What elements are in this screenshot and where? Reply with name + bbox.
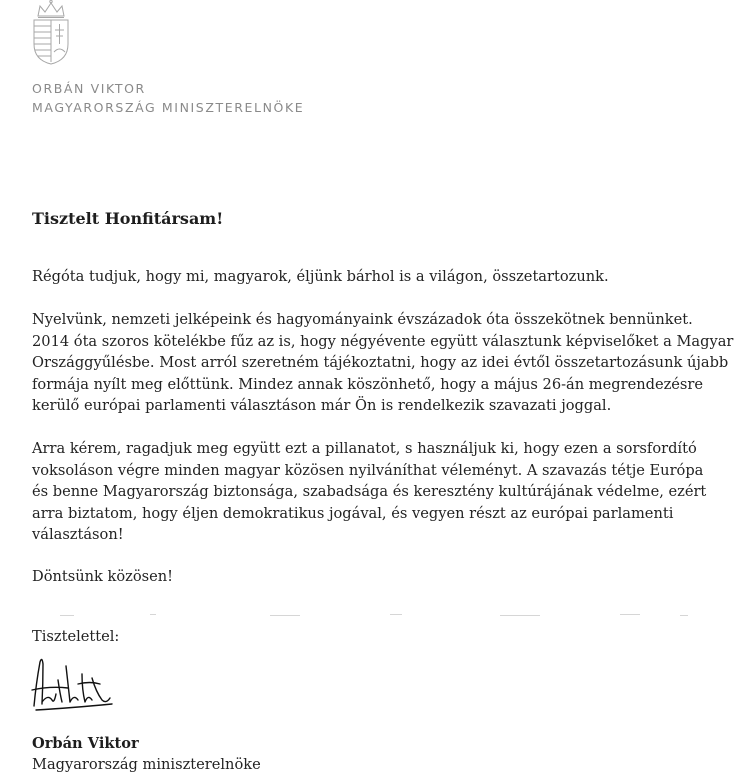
paragraph-line: Nyelvünk, nemzeti jelképeink és hagyományaink évszázadok óta összekötnek bennünket. [32,311,693,328]
paragraph-4 [32,566,722,588]
closing: Tisztelettel: [32,628,120,645]
paragraph-line: választáson! [32,526,124,543]
paragraph-line: voksoláson végre minden magyar közösen nyilváníthat véleményt. A szavazás tétje Európa [32,461,704,479]
signatory-name: Orbán Viktor [32,735,139,752]
letterhead [32,79,304,117]
paragraph-line: formája nyílt meg előttünk. Mindez annak köszönhető, hogy a május 26-án megrendezésre [32,375,704,393]
scan-artifact [60,612,730,618]
paragraph-line: és benne Magyarország biztonsága, szabadsága és keresztény kultúrájának védelme, ezért [32,483,707,500]
coat-of-arms-icon [30,0,72,66]
letterhead-title: MAGYARORSZÁG MINISZTERELNÖKE [32,100,305,115]
paragraph-line: Döntsünk közösen! [32,568,174,585]
paragraph-2 [32,309,734,417]
paragraph-line: arra biztatom, hogy éljen demokratikus jogával, és vegyen részt az európai parlamenti [32,504,674,522]
paragraph-line: 2014 óta szoros kötelékbe fűz az is, hogy négyévente együtt választunk képviselőket a Magyar [32,332,734,350]
paragraph-1 [32,266,722,288]
greeting: Tisztelt Honfitársam! [32,209,224,228]
paragraph-line: Régóta tudjuk, hogy mi, magyarok, éljünk bárhol is a világon, összetartozunk. [32,268,609,285]
letterhead-name: ORBÁN VIKTOR [32,81,146,96]
paragraph-3 [32,438,722,546]
signature [30,654,114,714]
paragraph-line: kerülő európai parlamenti választáson már Ön is rendelkezik szavazati joggal. [32,397,612,414]
paragraph-line: Országgyűlésbe. Most arról szeretném tájékoztatni, hogy az idei évtől összetartozásunk újabb [32,354,729,371]
signatory-title: Magyarország miniszterelnöke [32,756,261,773]
paragraph-line: Arra kérem, ragadjuk meg együtt ezt a pillanatot, s használjuk ki, hogy ezen a sorsfordító [32,440,697,457]
